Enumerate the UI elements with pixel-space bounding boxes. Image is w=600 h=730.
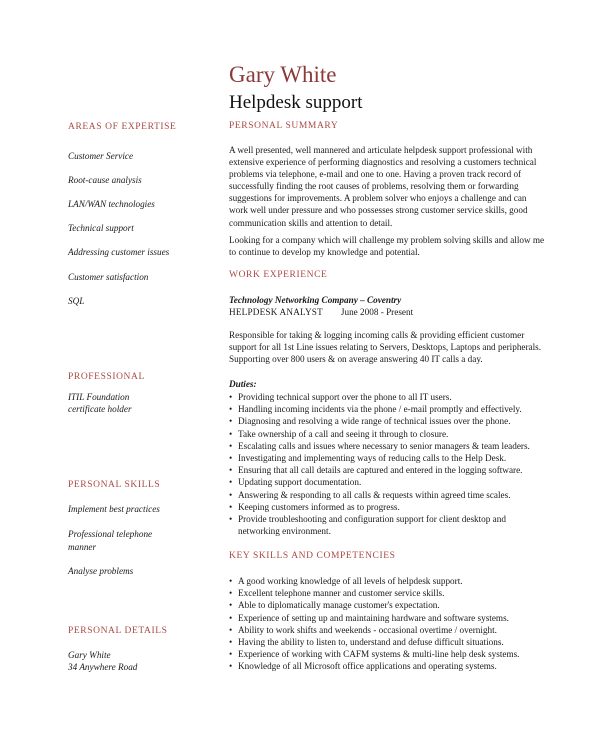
list-item: • Investigating and implementing ways of reducing calls to the Help Desk. <box>229 452 549 464</box>
job-description: Responsible for taking & logging incoming calls & providing efficient customer support for all 1st Line issues relating to Servers, Desktops, Laptops and peripherals. Supporting over 800 users & on average answering 40 IT calls a day. <box>229 330 542 365</box>
candidate-name: Gary White <box>229 62 337 87</box>
list-item: • Experience of working with CAFM systems & multi-line help desk systems. <box>229 648 549 660</box>
list-item: • Keeping customers informed as to progress. <box>229 501 549 513</box>
list-item: • Escalating calls and issues where necessary to senior managers & team leaders. <box>229 440 549 452</box>
personal-detail-item: Gary White <box>68 650 111 660</box>
list-item: • A good working knowledge of all levels of helpdesk support. <box>229 575 549 587</box>
personal-detail-item: 34 Anywhere Road <box>68 662 138 672</box>
list-item: • Able to diplomatically manage customer's expectation. <box>229 599 549 611</box>
duties-label: Duties: <box>229 379 257 389</box>
list-item: • Diagnosing and resolving a wide range of technical issues over the phone. <box>229 415 549 427</box>
job-title-line <box>229 307 413 317</box>
list-item: • Take ownership of a call and seeing it through to closure. <box>229 428 549 440</box>
expertise-item: Addressing customer issues <box>68 247 170 257</box>
work-experience-heading: WORK EXPERIENCE <box>229 270 328 280</box>
list-item: • Provide troubleshooting and configuration support for client desktop and networking environment. <box>229 513 549 537</box>
list-item: • Providing technical support over the phone to all IT users. <box>229 391 549 403</box>
list-item: • Ability to work shifts and weekends - occasional overtime / overnight. <box>229 624 549 636</box>
key-skills-list <box>229 575 549 673</box>
company-name: Technology Networking Company – Coventry <box>229 295 402 305</box>
personal-skill-item: Analyse problems <box>68 566 134 576</box>
expertise-item: Customer Service <box>68 151 134 161</box>
summary-paragraph: A well presented, well mannered and articulate helpdesk support professional with extensive experience of performing diagnostics and resolving a customers technical problems via telephone, e-mail and one to one. Having a proven track record of successfully finding the root causes of problems, resolving them or forwarding suggestions for improvements. A problem solver who enjoys a challenge and can work well under pressure and who possesses strong customer service skills, good communication skills and attention to detail. <box>229 145 537 228</box>
summary-paragraph: Looking for a company which will challenge my problem solving skills and allow me to continue to develop my knowledge and potential. <box>229 235 545 258</box>
personal-details-heading: PERSONAL DETAILS <box>68 626 168 636</box>
list-item: • Answering & responding to all calls & requests within agreed time scales. <box>229 489 549 501</box>
expertise-item: Root-cause analysis <box>68 175 142 185</box>
areas-of-expertise-heading: AREAS OF EXPERTISE <box>68 122 177 132</box>
list-item: • Updating support documentation. <box>229 476 549 488</box>
job-dates: June 2008 - Present <box>340 307 414 317</box>
personal-skills-heading: PERSONAL SKILLS <box>68 480 161 490</box>
list-item: • Knowledge of all Microsoft office applications and operating systems. <box>229 660 549 672</box>
professional-item-line1: ITIL Foundation <box>68 392 130 402</box>
expertise-item: Customer satisfaction <box>68 272 149 282</box>
list-item: • Ensuring that all call details are captured and entered in the logging software. <box>229 464 549 476</box>
expertise-item: SQL <box>68 296 85 306</box>
professional-item-line2: certificate holder <box>68 404 132 414</box>
expertise-item: LAN/WAN technologies <box>68 199 155 209</box>
list-item: • Experience of setting up and maintaining hardware and software systems. <box>229 612 549 624</box>
professional-heading: PROFESSIONAL <box>68 372 145 382</box>
list-item: • Excellent telephone manner and customer service skills. <box>229 587 549 599</box>
personal-skill-item: Professional telephone manner <box>68 529 153 552</box>
list-item: • Having the ability to listen to, understand and defuse difficult situations. <box>229 636 549 648</box>
expertise-item: Technical support <box>68 223 134 233</box>
key-skills-heading: KEY SKILLS AND COMPETENCIES <box>229 551 396 561</box>
duties-list <box>229 391 549 537</box>
personal-skill-item: Implement best practices <box>68 504 160 514</box>
list-item: • Handling incoming incidents via the phone / e-mail promptly and effectively. <box>229 403 549 415</box>
job-title: HELPDESK ANALYST <box>229 307 323 317</box>
personal-summary-heading: PERSONAL SUMMARY <box>229 121 339 131</box>
job-role: Helpdesk support <box>229 92 363 113</box>
